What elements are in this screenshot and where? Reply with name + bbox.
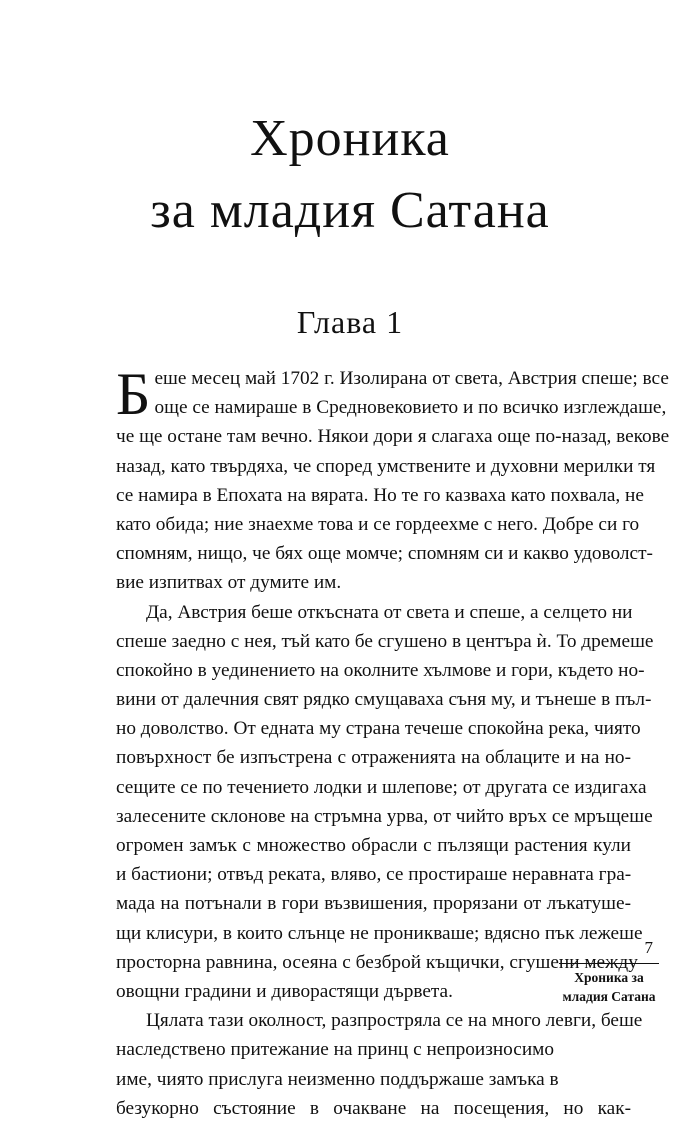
page-number: 7 (644, 938, 653, 957)
text-line: Цялата тази околност, разпростряла се на много левги, беше (146, 1010, 643, 1032)
text-line: се намира в Епохата на вярата. Но те го казваха като похвала, не (116, 484, 644, 506)
text-line: наследствено притежание на принц с непроизносимо (116, 1039, 555, 1061)
text-line: и бастиони; отвъд реката, вляво, се простираше неравната гра- (116, 864, 632, 886)
text-line: щи клисури, в които слънце не проникваше; вдясно пък лежеше (116, 922, 643, 944)
text-line: Да, Австрия беше откъсната от света и спеше, а селцето ни (146, 601, 633, 623)
text-line: овощни градини и диворастящи дървета. (116, 980, 453, 1002)
text-line: спеше заедно с нея, тъй като бе сгушено в центъра ѝ. То дремеше (116, 630, 654, 652)
text-line: огромен замък с множество обрасли с пълзящи растения кули (116, 835, 631, 856)
text-line: повърхност бе изпъстрена с отраженията на облаците и на но- (116, 747, 631, 769)
text-line: сещите се по течението лодки и шлепове; от другата се издигаха (116, 776, 647, 798)
chapter-heading: Глава 1 (296, 304, 404, 340)
text-line: вини от далечния свят рядко смущаваха съня му, и тънеше в пъл- (116, 689, 652, 711)
book-title-line: Хроника (250, 110, 450, 167)
text-line: че ще остане там вечно. Някои дори я слагаха още по-назад, векове (116, 426, 670, 448)
page-margin-note (559, 937, 659, 1006)
book-title-line: за младия Сатана (150, 182, 550, 239)
text-line: спокойно в уединението на околните хълмове и гори, където но- (116, 659, 645, 681)
text-line: спомням, нищо, че бях още момче; спомням си и какво удоволст- (116, 543, 653, 565)
running-title: Хроника за (574, 970, 644, 985)
text-line: още се намираше в Средновековието и по всичко изглеждаше, (154, 397, 667, 419)
text-line: еше месец май 1702 г. Изолирана от света, Австрия спеше; все (154, 368, 669, 389)
margin-divider (559, 963, 659, 964)
text-line: но доволство. От едната му страна течеше спокойна река, чиято (116, 718, 641, 740)
text-line: безукорно състояние в очакване на посещения, но как- (116, 1097, 631, 1119)
text-line: вие изпитвах от думите им. (116, 572, 342, 594)
text-line: просторна равнина, осеяна с безброй къщички, сгушени между (116, 951, 638, 973)
book-title (0, 103, 700, 247)
text-line: като обида; ние знаехме това и се гордеехме с него. Добре си го (116, 513, 640, 535)
text-line: мада на потънали в гори възвишения, прорязани от лъкатушe- (116, 893, 631, 915)
text-line: назад, като твърдяха, че според умствените и духовни мерилки тя (116, 455, 656, 477)
text-line: име, чиято прислуга неизменно поддържаше замъка в (116, 1068, 559, 1090)
drop-cap: Б (116, 361, 151, 427)
running-title: младия Сатана (562, 989, 656, 1004)
text-line: залесените склонове на стръмна урва, от чийто връх се мръщеше (116, 805, 653, 827)
chapter-text (116, 361, 670, 1123)
